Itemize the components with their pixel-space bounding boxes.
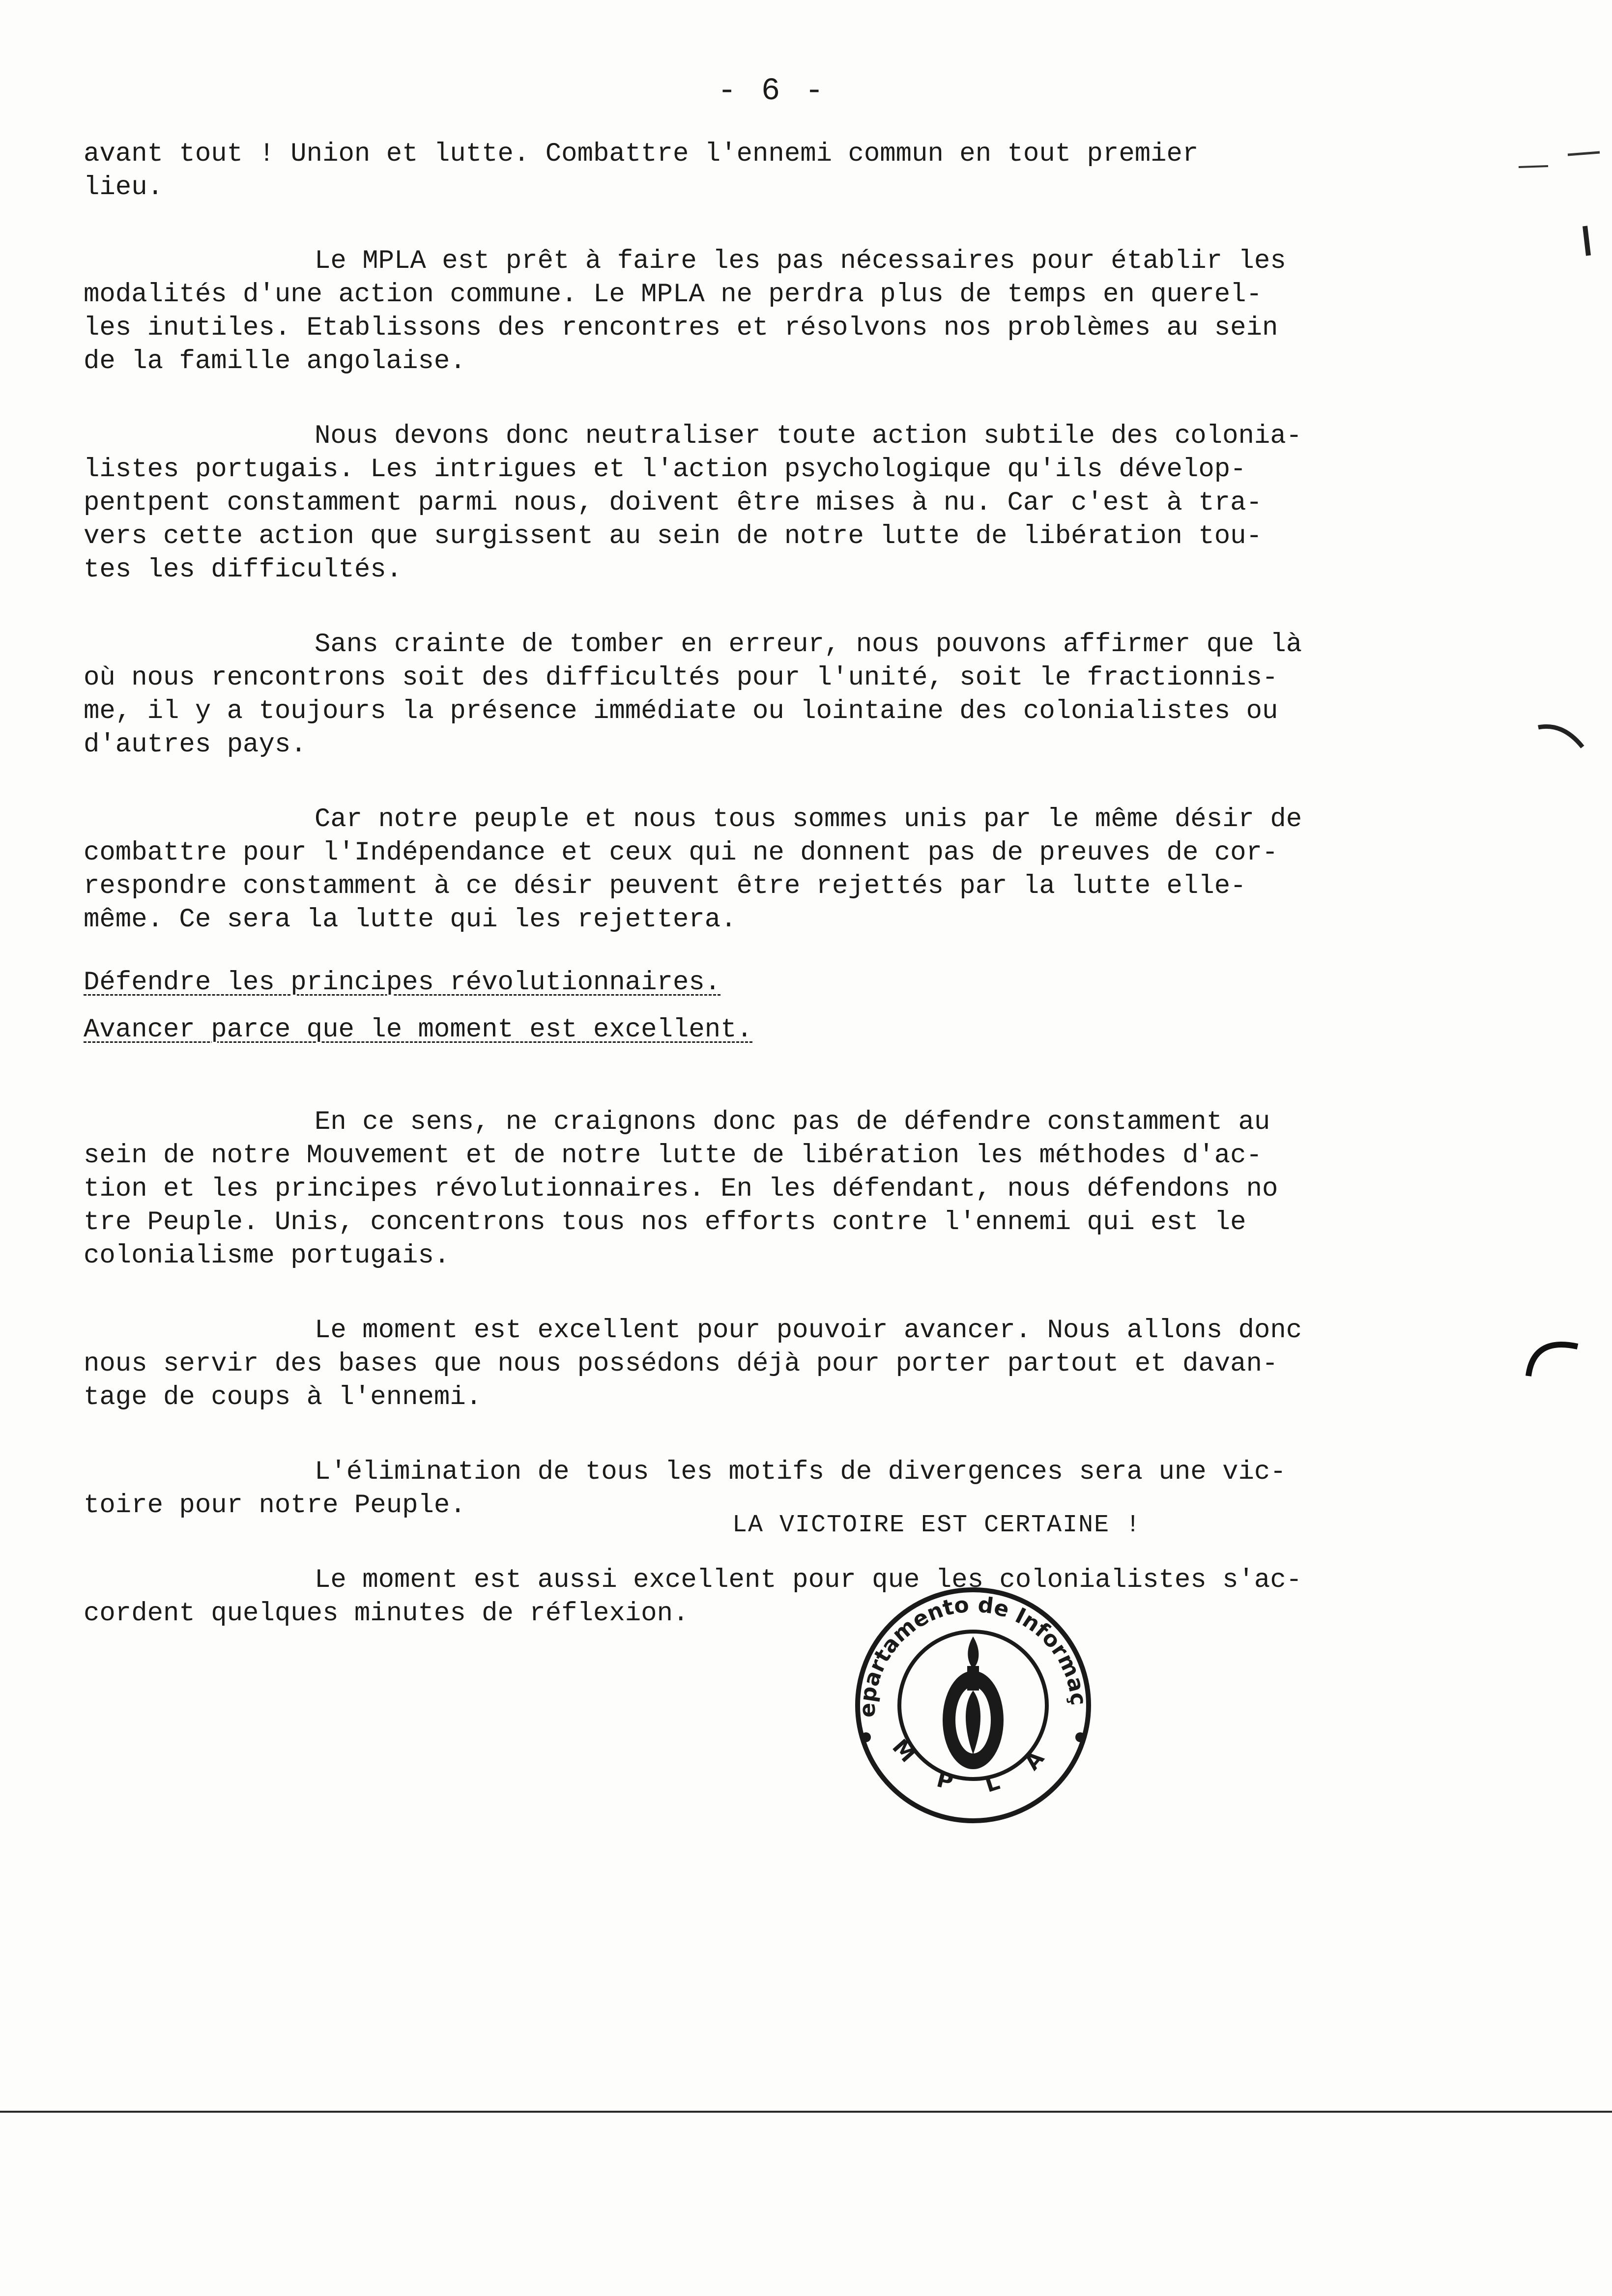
scan-mark-icon-2: [1533, 718, 1592, 762]
heading-defendre: Défendre les principes révolutionnaires.: [84, 968, 721, 998]
closing-slogan: LA VICTOIRE EST CERTAINE !: [732, 1511, 1142, 1539]
paragraph-5: Car notre peuple et nous tous sommes unis par le même désir de combattre pour l'Indépendance et ceux qui ne donnent pas de preuves de cor- respondre constamment à ce désir peuvent être rejettés par la lutte elle- même. Ce sera la lutte qui les rejettera.: [84, 804, 1302, 935]
paragraph-1: avant tout ! Union et lutte. Combattre l'ennemi commun en tout premier lieu.: [84, 139, 1199, 202]
paragraph-8: L'élimination de tous les motifs de divergences sera une vic- toire pour notre Peuple.: [84, 1457, 1286, 1521]
section-headings: [84, 966, 1430, 1047]
page-number: - 6 -: [718, 74, 827, 109]
stamp-seal-icon: [826, 1563, 1121, 1828]
scan-mark-icon-3: [1519, 1327, 1587, 1386]
paragraph-9: Le moment est aussi excellent pour que les colonialistes s'ac- cordent quelques minutes de réflexion.: [84, 1565, 1302, 1629]
mpla-stamp: [826, 1563, 1121, 1828]
bottom-rule: [0, 2111, 1612, 2113]
paragraph-2: Le MPLA est prêt à faire les pas nécessaires pour établir les modalités d'une action commune. Le MPLA ne perdra plus de temps en querel- les inutiles. Etablissons des rencontres et résolvons nos problèmes au sein de la famille angolaise.: [84, 246, 1286, 376]
paragraph-4: Sans crainte de tomber en erreur, nous pouvons affirmer que là où nous rencontrons soit des difficultés pour l'unité, soit le fractionnis- me, il y a toujours la présence immédiate ou lointaine des colonialistes ou d'autres pays.: [84, 630, 1302, 760]
paragraph-3: Nous devons donc neutraliser toute action subtile des colonia- listes portugais. Les intrigues et l'action psychologique qu'ils dévelop- pentpent constamment parmi nous, doivent être mises à nu. Car c'est à tra- vers cette action que surgissent au sein de notre lutte de libération tou- tes les difficultés.: [84, 421, 1302, 585]
stamp-top-text: epartamento de Informaç: [855, 1592, 1092, 1718]
scan-mark-icon: [1514, 138, 1602, 265]
paragraph-6: En ce sens, ne craignons donc pas de défendre constamment au sein de notre Mouvement et de notre lutte de libération les méthodes d'ac- tion et les principes révolutionnaires. En les défendant, nous défendons no tre Peuple. Unis, concentrons tous nos efforts contre l'ennemi qui est le colonialisme portugais.: [84, 1107, 1278, 1271]
stamp-bottom-text: M P L A: [887, 1734, 1059, 1799]
paragraph-7: Le moment est excellent pour pouvoir avancer. Nous allons donc nous servir des bases que nous possédons déjà pour porter partout et davan- tage de coups à l'ennemi.: [84, 1316, 1302, 1412]
body-text: [84, 138, 1430, 1672]
heading-avancer: Avancer parce que le moment est excellent.: [84, 1015, 753, 1045]
